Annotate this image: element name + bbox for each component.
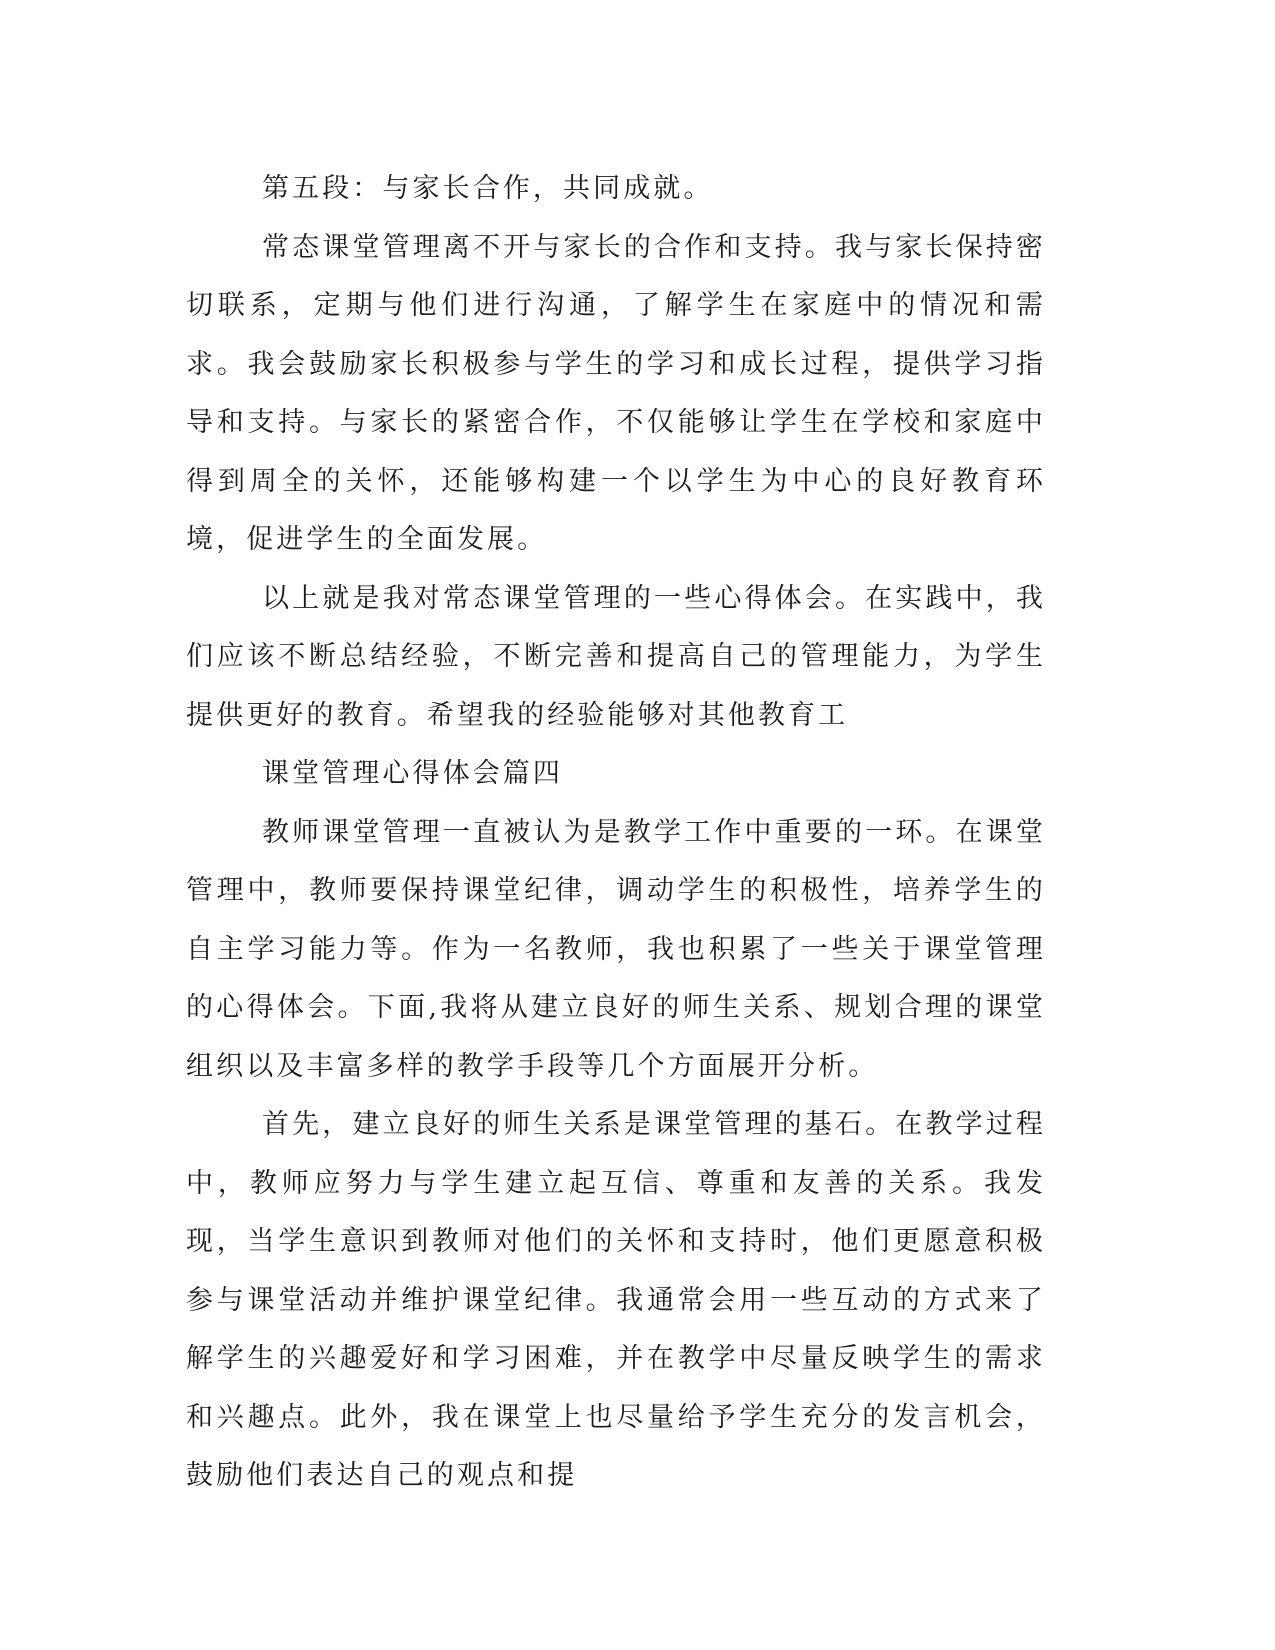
article-title: 课堂管理心得体会篇四 [262, 758, 563, 789]
section-heading: 第五段：与家长合作，共同成就。 [262, 173, 714, 204]
paragraph: 教师课堂管理一直被认为是教学工作中重要的一环。在课堂管理中，教师要保持课堂纪律，调动学生的积极性，培养学生的自主学习能力等。作为一名教师，我也积累了一些关于课堂管理的心得体会。下面,我将从建立良好的师生关系、规划合理的课堂组织以及丰富多样的教学手段等几个方面展开分析。 [186, 816, 1046, 1082]
paragraph: 以上就是我对常态课堂管理的一些心得体会。在实践中，我们应该不断总结经验，不断完善和提高自己的管理能力，为学生提供更好的教育。希望我的经验能够对其他教育工 [186, 582, 1046, 731]
document-body [186, 160, 1046, 1506]
paragraph: 首先，建立良好的师生关系是课堂管理的基石。在教学过程中，教师应努力与学生建立起互信、尊重和友善的关系。我发现，当学生意识到教师对他们的关怀和支持时，他们更愿意积极参与课堂活动并维护课堂纪律。我通常会用一些互动的方式来了解学生的兴趣爱好和学习困难，并在教学中尽量反映学生的需求和兴趣点。此外，我在课堂上也尽量给予学生充分的发言机会，鼓励他们表达自己的观点和提 [186, 1109, 1046, 1491]
paragraph: 常态课堂管理离不开与家长的合作和支持。我与家长保持密切联系，定期与他们进行沟通，了解学生在家庭中的情况和需求。我会鼓励家长积极参与学生的学习和成长过程，提供学习指导和支持。与家长的紧密合作，不仅能够让学生在学校和家庭中得到周全的关怀，还能够构建一个以学生为中心的良好教育环境，促进学生的全面发展。 [186, 231, 1046, 555]
